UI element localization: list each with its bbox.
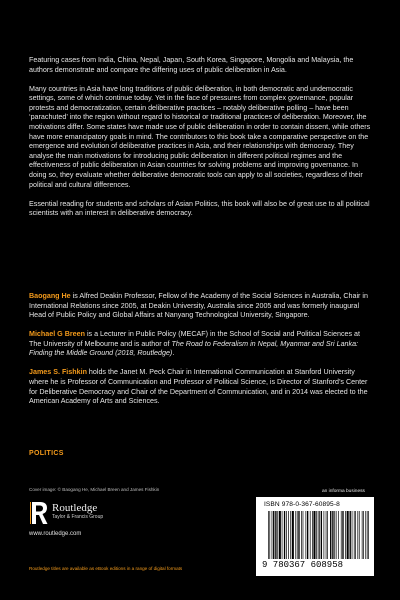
blurb-paragraph: Many countries in Asia have long traditions of public deliberation, in both democratic and undemocratic settings, some of which continue today. Yet in the face of pressures from complex governance, popular protests and democratization, certain deliberative practices – notably deliberative polling – have been ‘parachuted’ into the region without regard to historical or traditional practices of deliberation. Moreover, the motivations differ. Some states have made use of public deliberation in order to contain dissent, while others have more emancipatory goals in mind. The contributors to this book take a comparative perspective on the emergence and evolution of deliberative practices in Asia, and their relationships with democracy. They analyse the main motivations for introducing public deliberation in different political regimes and the effectiveness of public deliberation in Asian countries for solving problems and improving governance. In doing so, they evaluate whether deliberative democratic tools can apply to all societies, regardless of their political and cultural differences. xyxy=(29,84,371,189)
barcode-bar xyxy=(368,511,369,559)
barcode-bar xyxy=(298,511,299,559)
barcode-bars xyxy=(268,511,369,559)
publisher-group: Taylor & Francis Group xyxy=(52,514,104,520)
barcode-bar xyxy=(357,511,358,559)
author-bio-text: holds the Janet M. Peck Chair in International Communication at Stanford University where he is Professor of Communication and Professor of Political Science, is Director of Stanford’s Center for Deliberative Democracy and Chair of the Department of Communication, and in 2014 was elected to the American Academy of Arts and Sciences. xyxy=(29,368,368,406)
barcode-bar xyxy=(275,511,276,559)
barcode-bar xyxy=(362,511,363,559)
ebook-note: Routledge titles are available as eBook editions in a range of digital formats xyxy=(29,566,183,571)
publisher-logo xyxy=(29,500,149,526)
book-blurb xyxy=(29,56,374,228)
blurb-paragraph: Essential reading for students and scholars of Asian Politics, this book will also be of great use to all political scientists with an interest in deliberative democracy. xyxy=(29,199,370,218)
barcode-bar xyxy=(319,511,320,559)
author-bio-breen xyxy=(29,330,374,359)
barcode-bar xyxy=(338,511,339,559)
barcode-bar xyxy=(277,511,278,559)
barcode-bar xyxy=(352,511,353,559)
barcode-bar xyxy=(292,511,294,559)
barcode-bar xyxy=(332,511,333,559)
barcode-bar xyxy=(336,511,337,559)
publisher-name: Routledge xyxy=(52,502,98,514)
barcode-bar xyxy=(306,511,307,559)
author-name: James S. Fishkin xyxy=(29,368,87,377)
barcode-bar xyxy=(334,511,335,559)
cover-credit: Cover image: © Baogang He, Michael Breen and James Fishkin xyxy=(29,487,160,492)
barcode-bar xyxy=(365,511,366,559)
barcode-bar xyxy=(327,511,328,559)
author-bio-fishkin xyxy=(29,368,374,406)
author-name: Michael G Breen xyxy=(29,330,85,339)
barcode-bar xyxy=(312,511,313,559)
barcode-bar xyxy=(297,511,298,559)
barcode-bar xyxy=(367,511,368,559)
barcode-bar xyxy=(295,511,296,559)
publisher-url[interactable]: www.routledge.com xyxy=(29,531,82,537)
barcode-bar xyxy=(318,511,319,559)
barcode-bar xyxy=(288,511,289,559)
barcode-bar xyxy=(313,511,315,559)
blurb-paragraph: Featuring cases from India, China, Nepal, Japan, South Korea, Singapore, Mongolia and Malaysia, the authors demonstrate and compare the differing uses of public deliberation in Asia. xyxy=(29,56,354,74)
routledge-r-icon xyxy=(29,500,49,526)
author-bio-text: is a Lecturer in Public Policy (MECAF) in the School of Social and Political Sciences at The University of Melbourne and is author of xyxy=(29,330,361,348)
barcode-bar xyxy=(316,511,317,559)
barcode-bar xyxy=(290,511,291,559)
barcode-bar xyxy=(355,511,356,559)
barcode-bar xyxy=(273,511,274,559)
barcode-bar xyxy=(359,511,360,559)
barcode-bar xyxy=(307,511,308,559)
barcode-bar xyxy=(268,511,269,559)
barcode-digits: 9 780367 608958 xyxy=(262,560,344,570)
barcode-bar xyxy=(350,511,351,559)
barcode-bar xyxy=(330,511,331,559)
informa-imprint: an informa business xyxy=(322,489,365,494)
barcode-bar xyxy=(326,511,327,559)
barcode-bar xyxy=(272,511,273,559)
barcode-bar xyxy=(354,511,355,559)
author-name: Baogang He xyxy=(29,292,71,300)
barcode-bar xyxy=(310,511,311,559)
barcode-bar xyxy=(301,511,302,559)
barcode-bar xyxy=(363,511,364,559)
author-bio-text: is Alfred Deakin Professor, Fellow of the Academy of the Social Sciences in Australia, Chair in International Relations since 2005, at Deakin University, Australia since 2005 and was formerly inaugural Head of Public Policy and Global Affairs at Nanyang Technological University, Singapore. xyxy=(29,292,368,320)
subject-category: POLITICS xyxy=(29,450,64,457)
isbn-barcode xyxy=(256,497,374,576)
barcode-bar xyxy=(347,511,349,559)
barcode-bar xyxy=(321,511,322,559)
barcode-bar xyxy=(345,511,346,559)
barcode-bar xyxy=(282,511,283,559)
barcode-bar xyxy=(286,511,287,559)
barcode-bar xyxy=(303,511,304,559)
author-bio-text: . xyxy=(172,349,175,358)
barcode-bar xyxy=(284,511,285,559)
barcode-bar xyxy=(342,511,343,559)
isbn-number: ISBN 978-0-367-60895-8 xyxy=(264,501,340,508)
author-bio-he xyxy=(29,292,374,321)
book-title: The Road to Federalism in Nepal, Myanmar and Sri Lanka: Finding the Middle Ground (2018, Routledge) xyxy=(29,339,359,358)
barcode-bar xyxy=(279,511,281,559)
barcode-bar xyxy=(269,511,270,559)
barcode-bar xyxy=(341,511,342,559)
barcode-bar xyxy=(324,511,325,559)
author-bios xyxy=(29,292,374,416)
